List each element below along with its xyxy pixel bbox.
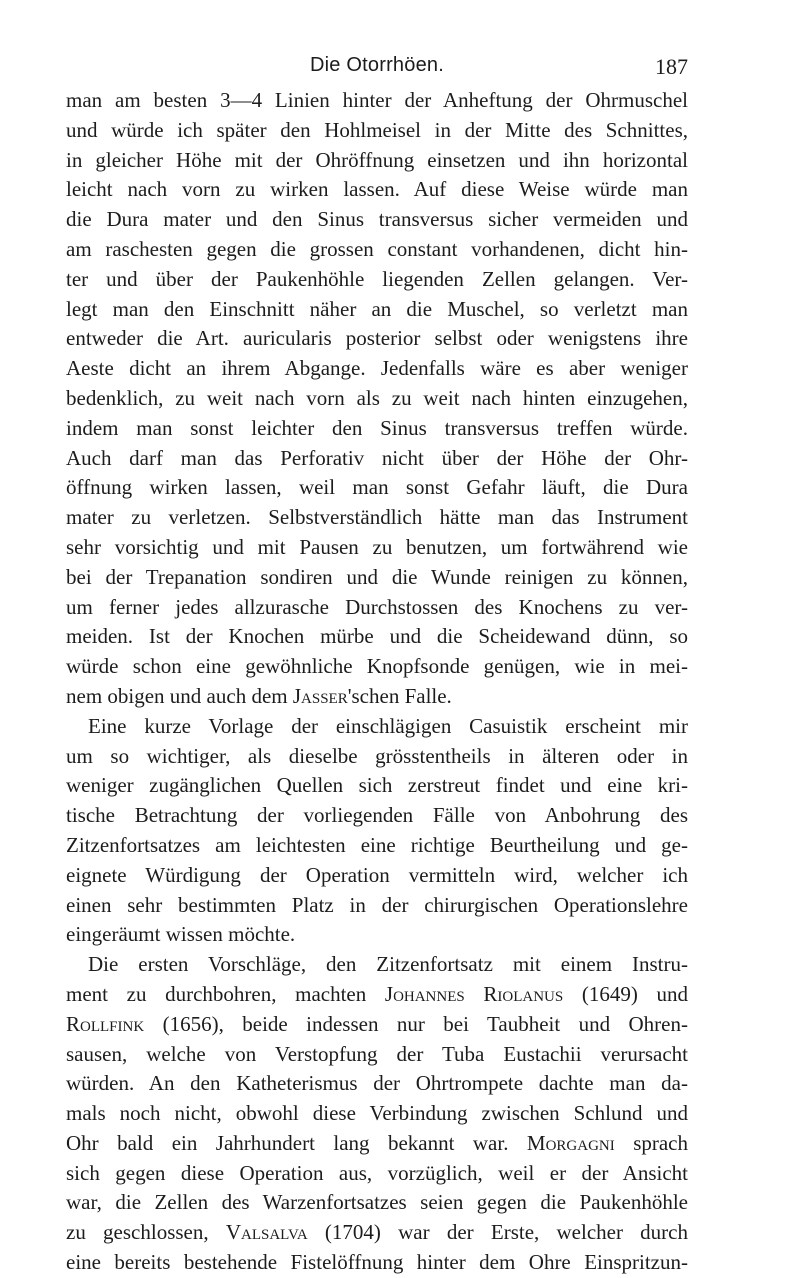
text-line <box>66 1188 688 1218</box>
running-title: Die Otorrhöen. <box>310 54 444 76</box>
text-segment: Eine kurze Vorlage der einschlägigen Casuistik erscheint mir <box>88 713 688 738</box>
text-line <box>66 1010 688 1040</box>
text-line <box>66 473 688 503</box>
text-line <box>66 1159 688 1189</box>
text-line <box>66 503 688 533</box>
text-segment: eine bereits bestehende Fistelöffnung hinter dem Ohre Einspritzun- <box>66 1250 688 1275</box>
text-line <box>66 1129 688 1159</box>
text-segment: Ohr bald ein Jahrhundert lang bekannt war. <box>66 1130 527 1155</box>
text-segment: (1656), beide indessen nur bei Taubheit und Ohren- <box>144 1011 688 1036</box>
author-name: Valsalva <box>225 1220 308 1245</box>
text-line <box>66 831 688 861</box>
text-segment: und würde ich später den Hohlmeisel in der Mitte des Schnittes, <box>66 117 688 142</box>
text-line <box>66 324 688 354</box>
text-line <box>66 1069 688 1099</box>
text-segment: bedenklich, zu weit nach vorn als zu weit nach hinten einzugehen, <box>66 385 688 410</box>
text-segment: zu geschlossen, <box>66 1220 226 1245</box>
text-line <box>66 1099 688 1129</box>
text-segment: Aeste dicht an ihrem Abgange. Jedenfalls wäre es aber weniger <box>66 356 688 381</box>
text-line <box>66 742 688 772</box>
text-segment: einen sehr bestimmten Platz in der chirurgischen Operationslehre <box>66 892 688 917</box>
text-segment: entweder die Art. auricularis posterior selbst oder wenigstens ihre <box>66 326 688 351</box>
text-segment: Die ersten Vorschläge, den Zitzenfortsatz mit einem Instru- <box>88 952 688 977</box>
text-line <box>66 354 688 384</box>
text-line <box>66 1248 688 1278</box>
text-segment: um ferner jedes allzurasche Durchstossen des Knochens zu ver- <box>66 594 688 619</box>
text-line <box>66 444 688 474</box>
text-line <box>66 265 688 295</box>
text-segment: eingeräumt wissen möchte. <box>66 922 296 947</box>
text-segment: man am besten 3—4 Linien hinter der Anheftung der Ohrmuschel <box>66 88 688 112</box>
text-segment: bei der Trepanation sondiren und die Wunde reinigen zu können, <box>66 564 688 589</box>
text-line <box>66 384 688 414</box>
text-line <box>66 593 688 623</box>
text-segment: mals noch nicht, obwohl diese Verbindung zwischen Schlund und <box>66 1101 688 1126</box>
text-line <box>66 116 688 146</box>
text-line <box>66 533 688 563</box>
text-segment: um so wichtiger, als dieselbe grösstentheils in älteren oder in <box>66 743 688 768</box>
text-line <box>66 146 688 176</box>
text-segment: sprach <box>614 1130 688 1155</box>
text-segment: meiden. Ist der Knochen mürbe und die Scheidewand dünn, so <box>66 624 688 649</box>
text-segment: am raschesten gegen die grossen constant vorhandenen, dicht hin- <box>66 236 688 261</box>
text-segment: indem man sonst leichter den Sinus transversus treffen würde. <box>66 415 688 440</box>
text-line <box>66 414 688 444</box>
text-segment: nem obigen und auch dem <box>66 683 293 708</box>
text-segment: mater zu verletzen. Selbstverständlich hätte man das Instrument <box>66 505 688 530</box>
text-segment: die Dura mater und den Sinus transversus sicher vermeiden und <box>66 207 688 232</box>
running-head <box>66 54 688 84</box>
text-segment: sausen, welche von Verstopfung der Tuba Eustachii verursacht <box>66 1041 688 1066</box>
text-segment: eignete Würdigung der Operation vermitteln wird, welcher ich <box>66 862 688 887</box>
text-segment: sich gegen diese Operation aus, vorzüglich, weil er der Ansicht <box>66 1160 688 1185</box>
text-line <box>66 861 688 891</box>
text-line <box>66 175 688 205</box>
text-segment: Zitzenfortsatzes am leichtesten eine richtige Beurtheilung und ge- <box>66 832 688 857</box>
body-text <box>66 86 688 1278</box>
text-line <box>66 1218 688 1248</box>
text-line <box>66 295 688 325</box>
text-segment: ter und über der Paukenhöhle liegenden Zellen gelangen. Ver- <box>66 266 688 291</box>
text-segment: tische Betrachtung der vorliegenden Fälle von Anbohrung des <box>66 803 688 828</box>
text-segment: 'schen Falle. <box>347 683 452 708</box>
author-name: Johannes Riolanus <box>384 981 564 1006</box>
author-name: Morgagni <box>526 1130 615 1155</box>
author-name: Rollfink <box>66 1011 145 1036</box>
text-segment: öffnung wirken lassen, weil man sonst Gefahr läuft, die Dura <box>66 475 688 500</box>
text-segment: sehr vorsichtig und mit Pausen zu benutzen, um fortwährend wie <box>66 534 688 559</box>
text-segment: ment zu durchbohren, machten <box>66 981 385 1006</box>
text-line <box>66 235 688 265</box>
text-line <box>66 980 688 1010</box>
text-line <box>66 801 688 831</box>
text-segment: (1649) und <box>563 981 688 1006</box>
text-line <box>66 682 688 712</box>
text-segment: würde schon eine gewöhnliche Knopfsonde genügen, wie in mei- <box>66 654 688 679</box>
page-number: 187 <box>655 54 688 79</box>
text-line <box>66 920 688 950</box>
text-line <box>66 86 688 116</box>
text-line <box>66 891 688 921</box>
text-line <box>66 652 688 682</box>
text-line <box>66 205 688 235</box>
text-line <box>66 712 688 742</box>
text-segment: würden. An den Katheterismus der Ohrtrompete dachte man da- <box>66 1071 688 1096</box>
text-segment: leicht nach vorn zu wirken lassen. Auf diese Weise würde man <box>66 177 688 202</box>
text-line <box>66 1040 688 1070</box>
text-segment: Auch darf man das Perforativ nicht über der Höhe der Ohr- <box>66 445 688 470</box>
text-line <box>66 622 688 652</box>
text-segment: in gleicher Höhe mit der Ohröffnung einsetzen und ihn horizontal <box>66 147 688 172</box>
text-segment: weniger zugänglichen Quellen sich zerstreut findet und eine kri- <box>66 773 688 798</box>
text-segment: war, die Zellen des Warzenfortsatzes seien gegen die Paukenhöhle <box>66 1190 688 1215</box>
text-line <box>66 563 688 593</box>
text-line <box>66 950 688 980</box>
text-segment: (1704) war der Erste, welcher durch <box>307 1220 688 1245</box>
author-name: Jasser <box>292 683 348 708</box>
text-line <box>66 771 688 801</box>
text-segment: legt man den Einschnitt näher an die Muschel, so verletzt man <box>66 296 688 321</box>
